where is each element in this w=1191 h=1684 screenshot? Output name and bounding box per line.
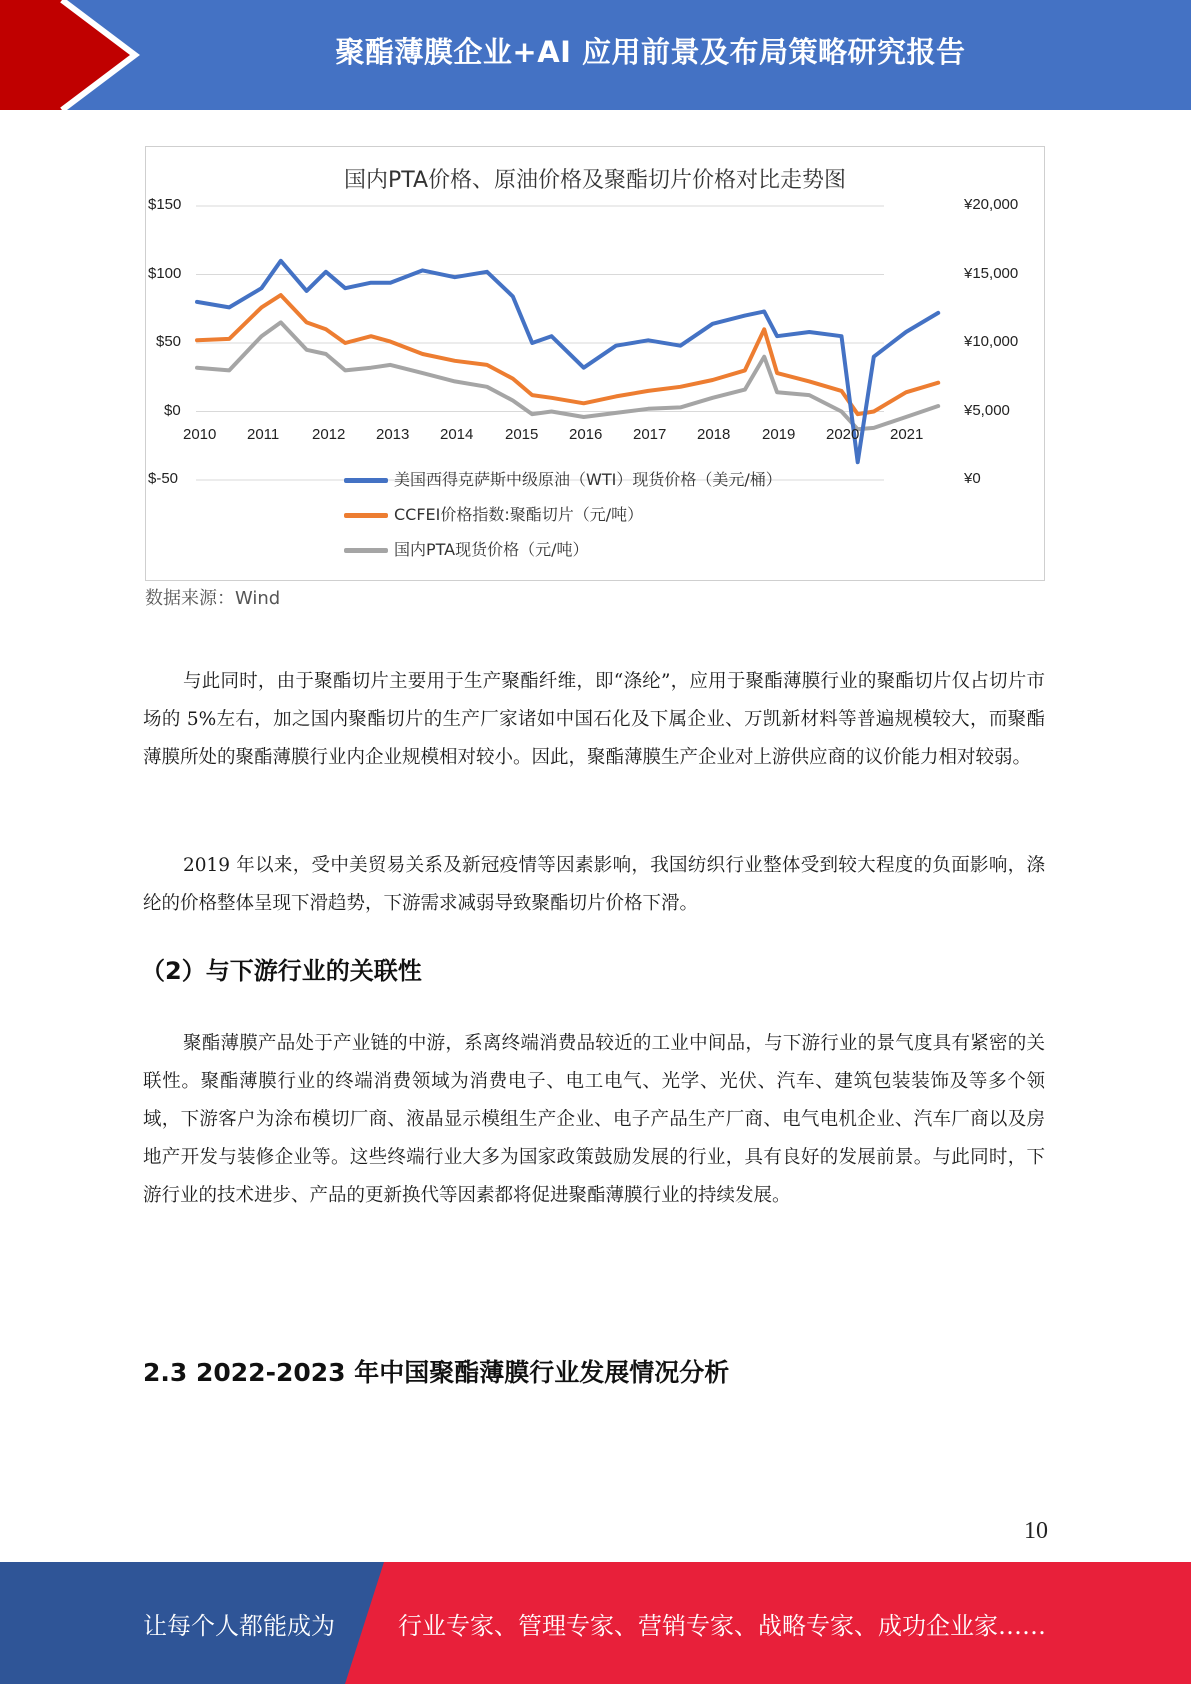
legend-swatch — [344, 478, 388, 483]
chart-title: 国内PTA价格、原油价格及聚酯切片价格对比走势图 — [343, 168, 847, 193]
year-tick: 2017 — [633, 426, 667, 443]
series-line — [197, 322, 938, 429]
page-header-banner — [0, 0, 1191, 110]
year-tick: 2016 — [569, 426, 603, 443]
year-tick: 2012 — [312, 426, 346, 443]
document-title: 聚酯薄膜企业+AI 应用前景及布局策略研究报告 — [335, 35, 966, 69]
paragraph-2019-impact: 2019 年以来，受中美贸易关系及新冠疫情等因素影响，我国纺织行业整体受到较大程度的负面影响，涤纶的价格整体呈现下滑趋势，下游需求减弱导致聚酯切片价格下滑。 — [143, 855, 1045, 914]
legend-label: CCFEI价格指数:聚酯切片（元/吨） — [394, 505, 644, 524]
paragraph-downstream-correlation: 聚酯薄膜产品处于产业链的中游，系离终端消费品较近的工业中间品，与下游行业的景气度具有紧密的关联性。聚酯薄膜行业的终端消费领域为消费电子、电工电气、光学、光伏、汽车、建筑包装装饰及等多个领域，下游客户为涂布模切厂商、液晶显示模组生产企业、电子产品生产厂商、电气电机企业、汽车厂商以及房地产开发与装修企业等。这些终端行业大多为国家政策鼓励发展的行业，具有良好的发展前景。与此同时，下游行业的技术进步、产品的更新换代等因素都将促进聚酯薄膜行业的持续发展。 — [143, 1033, 1045, 1206]
legend-swatch — [344, 513, 388, 518]
section-heading: 2.3 2022-2023 年中国聚酯薄膜行业发展情况分析 — [143, 1358, 730, 1387]
page-number: 10 — [1024, 1518, 1048, 1544]
page-footer-banner — [0, 1562, 1191, 1684]
price-comparison-chart — [145, 146, 1045, 581]
subsection-heading: （2）与下游行业的关联性 — [141, 957, 422, 985]
legend-label: 国内PTA现货价格（元/吨） — [394, 540, 589, 559]
year-tick: 2020 — [826, 426, 860, 443]
left-axis-tick: $-50 — [148, 470, 179, 487]
footer-slogan-right: 行业专家、管理专家、营销专家、战略专家、成功企业家…… — [398, 1612, 1046, 1640]
right-axis-tick: ¥0 — [964, 470, 981, 487]
right-axis-tick: ¥15,000 — [964, 265, 1019, 282]
paragraph-upstream-bargaining: 与此同时，由于聚酯切片主要用于生产聚酯纤维，即“涤纶”，应用于聚酯薄膜行业的聚酯切片仅占切片市场的 5%左右，加之国内聚酯切片的生产厂家诸如中国石化及下属企业、万凯新材料等普遍规模较大，而聚酯薄膜所处的聚酯薄膜行业内企业规模相对较小。因此，聚酯薄膜生产企业对上游供应商的议价能力相对较弱。 — [143, 671, 1045, 768]
left-axis-tick: $50 — [156, 333, 182, 350]
year-tick: 2013 — [376, 426, 410, 443]
left-axis-tick: $100 — [148, 265, 182, 282]
footer-slogan-left: 让每个人都能成为 — [143, 1612, 335, 1640]
year-tick: 2011 — [247, 426, 280, 443]
year-tick: 2015 — [505, 426, 539, 443]
year-tick: 2010 — [183, 426, 217, 443]
right-axis-tick: ¥10,000 — [964, 333, 1019, 350]
year-tick: 2014 — [440, 426, 474, 443]
legend-swatch — [344, 548, 388, 553]
legend-label: 美国西得克萨斯中级原油（WTI）现货价格（美元/桶） — [394, 470, 782, 489]
year-tick: 2018 — [697, 426, 731, 443]
left-axis-tick: $150 — [148, 196, 182, 213]
year-tick: 2021 — [890, 426, 924, 443]
right-axis-tick: ¥20,000 — [964, 196, 1019, 213]
right-axis-tick: ¥5,000 — [964, 402, 1010, 419]
year-tick: 2019 — [762, 426, 796, 443]
figure-source-note: 数据来源：Wind — [145, 588, 281, 609]
left-axis-tick: $0 — [164, 402, 181, 419]
